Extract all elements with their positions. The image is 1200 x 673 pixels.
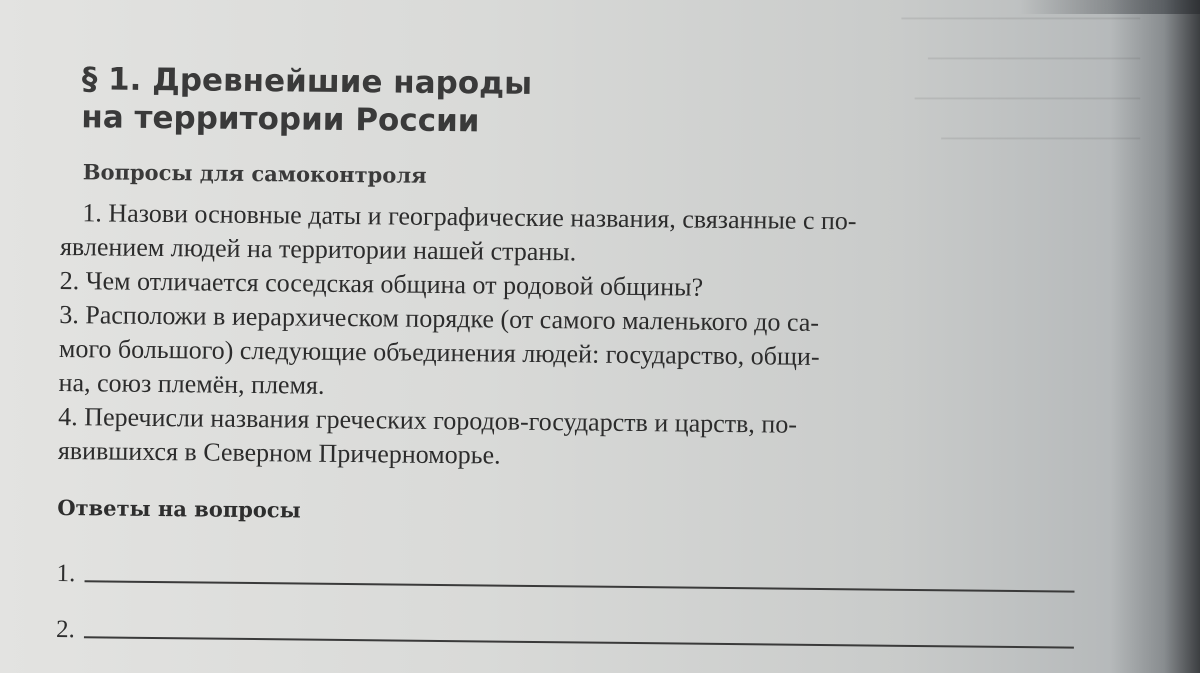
question-item: [58, 400, 1099, 479]
page-content: [56, 60, 1102, 655]
reverse-side-show-through: ────────────────── ──────────────── ───────────────── ───────────────: [901, 7, 1140, 152]
page-edge-shadow: [1110, 0, 1200, 673]
answer-number: 2.: [55, 615, 75, 644]
question-line: 2. Чем отличается соседская община от родовой общины?: [59, 265, 704, 302]
question-line: 1. Назови основные даты и географические названия, связанные с по-: [82, 198, 857, 236]
question-line: явившихся в Северном Причерноморье.: [57, 435, 501, 470]
question-line: 3. Расположи в иерархическом порядке (от самого маленького до са-: [59, 299, 820, 337]
answer-number: 1.: [56, 559, 76, 588]
section-title: § 1. Древнейшие народы на территории России: [81, 61, 533, 140]
question-line: 4. Перечисли названия греческих городов-государств и царств, по-: [58, 401, 798, 439]
question-line: явлением людей на территории нашей страны.: [59, 231, 577, 267]
question-item: [60, 196, 1101, 275]
question-line: мого большого) следующие объединения людей: государство, общи-: [58, 333, 820, 371]
answer-row: [56, 588, 1097, 655]
question-item: [58, 298, 1099, 411]
answers-heading: Ответы на вопросы: [57, 494, 301, 523]
question-line: на, союз племён, племя.: [58, 367, 325, 400]
questions-list: [58, 196, 1101, 479]
self-check-heading: Вопросы для самоконтроля: [82, 159, 427, 188]
answer-blank-line[interactable]: [84, 624, 1074, 648]
